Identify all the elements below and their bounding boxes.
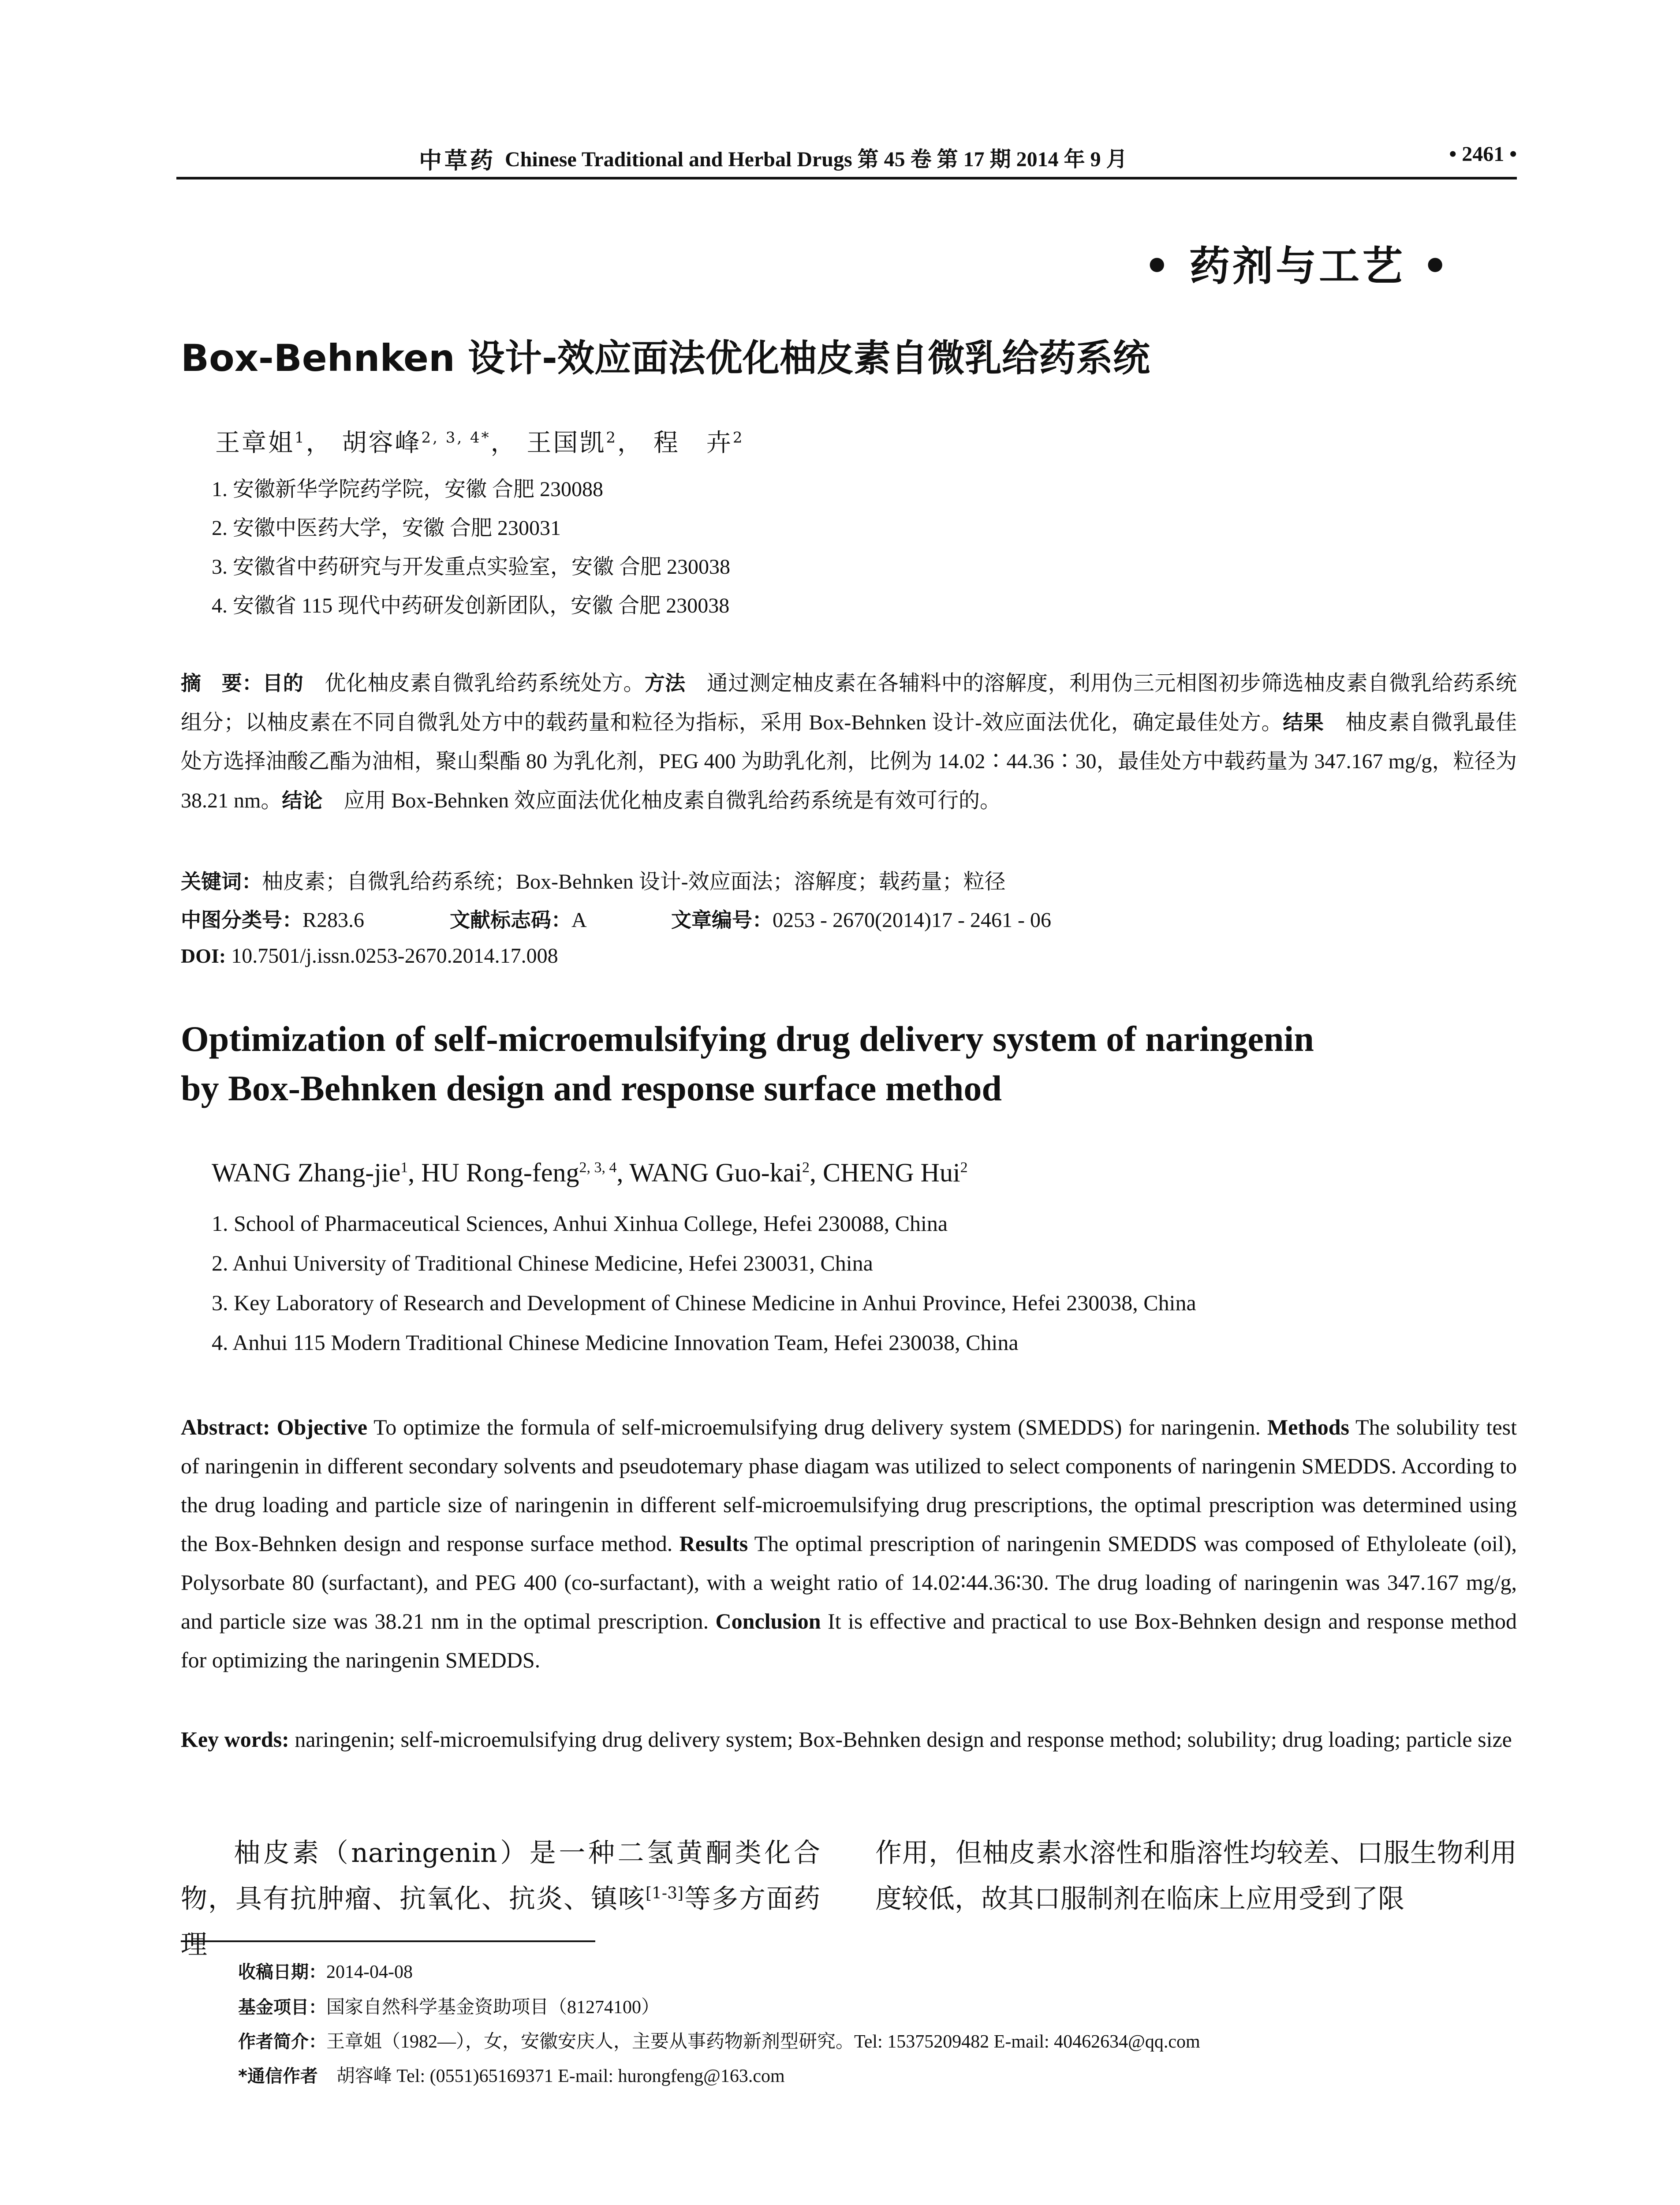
en-keywords — [181, 1720, 1517, 1759]
footnote-label: 作者简介： — [238, 2032, 326, 2052]
objective-label: 目的 — [262, 671, 304, 695]
footnote-author — [238, 2027, 1200, 2053]
conclusion-text: It is effective and practical to use Box-Behnken design and response method for optimizing the naringenin SMEDDS. — [181, 1609, 1517, 1672]
doi-line — [181, 944, 558, 968]
objective-text: 优化柚皮素自微乳给药系统处方。 — [303, 672, 645, 695]
cn-authors: 王章姐$^1$， 胡容峰$^{2, 3, 4*}$， 王国凯$^2$， 程 卉$^2$ — [215, 429, 744, 457]
results-label: 结果 — [1283, 710, 1324, 734]
doi-link[interactable]: 10.7501/j.issn.0253-2670.2014.17.008 — [226, 944, 558, 968]
footnote-corresponding — [238, 2061, 785, 2088]
author-affil-sup: 2 — [960, 1159, 968, 1176]
author-name: WANG Zhang-jie — [212, 1158, 401, 1187]
abstract-label: Abstract: Objective — [181, 1415, 368, 1439]
footnote-text: 王章姐（1982—），女，安徽安庆人，主要从事药物新剂型研究。Tel: 15375209482 E-mail: 40462634@qq.com — [326, 2032, 1200, 2052]
footnote-label: *通信作者 — [238, 2066, 318, 2086]
objective-text: To optimize the formula of self-microemulsifying drug delivery system (SMEDDS) for naringenin. — [367, 1415, 1267, 1439]
article-number-value: 0253 - 2670(2014)17 - 2461 - 06 — [773, 908, 1051, 932]
results-text: 柚皮素自微乳最佳处方选择油酸乙酯为油相，聚山梨酯 80 为乳化剂，PEG 400 为助乳化剂，比例为 14.02∶44.36∶30，最佳处方中载药量为 347.167 mg/g，粒径为 38.21 nm。 — [181, 711, 1517, 812]
cn-keywords — [181, 864, 1006, 895]
header-rule — [176, 177, 1517, 179]
journal-info: Chinese Traditional and Herbal Drugs 第 45 卷 第 17 期 2014 年 9 月 — [505, 148, 1127, 171]
doc-code-label: 文献标志码： — [450, 908, 572, 932]
footnote-text: 2014-04-08 — [326, 1962, 413, 1982]
en-affiliation: 1. School of Pharmaceutical Sciences, Anhui Xinhua College, Hefei 230088, China — [212, 1211, 948, 1236]
cn-affiliation: 1. 安徽新华学院药学院，安徽 合肥 230088 — [212, 478, 604, 501]
author-affil-sup: 1 — [400, 1159, 408, 1176]
en-title-line: Optimization of self-microemulsifying drug delivery system of naringenin — [181, 1019, 1314, 1059]
cn-affiliation: 3. 安徽省中药研究与开发重点实验室，安徽 合肥 230038 — [212, 555, 731, 579]
conclusion-label: 结论 — [282, 789, 323, 812]
cn-affiliation: 2. 安徽中医药大学，安徽 合肥 230031 — [212, 516, 561, 540]
conclusion-text: 应用 Box-Behnken 效应面法优化柚皮素自微乳给药系统是有效可行的。 — [322, 789, 1001, 812]
en-title — [181, 1014, 1521, 1113]
methods-text: 通过测定柚皮素在各辅料中的溶解度，利用伪三元相图初步筛选柚皮素自微乳给药系统组分；以柚皮素在不同自微乳处方中的载药量和粒径为指标，采用 Box-Behnken 设计-效应面法优化，确定最佳处方。 — [181, 672, 1517, 734]
conclusion-label: Conclusion — [715, 1609, 821, 1633]
running-header — [176, 142, 1517, 177]
results-label: Results — [679, 1531, 748, 1556]
keywords-text: naringenin; self-microemulsifying drug delivery system; Box-Behnken design and response method; solubility; drug loading; particle size — [289, 1727, 1512, 1752]
author-affil-sup: 2 — [606, 429, 618, 447]
footnote-received — [238, 1958, 413, 1983]
body-column-right — [875, 1830, 1517, 1922]
en-affiliation: 2. Anhui University of Traditional Chinese Medicine, Hefei 230031, China — [212, 1251, 873, 1275]
footnote-label: 基金项目： — [238, 1997, 326, 2018]
author-affil-sup: 1 — [295, 429, 306, 447]
en-title-line: by Box-Behnken design and response surface method — [181, 1068, 1002, 1108]
keywords-label: Key words: — [181, 1727, 289, 1752]
doc-code-value: A — [571, 908, 586, 932]
en-authors — [212, 1158, 968, 1188]
body-text: 等多方面药理 — [181, 1884, 821, 1960]
abstract-label: 摘 要： — [181, 671, 263, 695]
clc-label: 中图分类号： — [181, 908, 302, 932]
results-text: The optimal prescription of naringenin SMEDDS was composed of Ethyloleate (oil), Polysorbate 80 (surfactant), and PEG 400 (co-surfactant), with a weight ratio of 14.02∶44.36∶30. The drug loading of naringenin was 347.167 mg/g, and particle size was 38.21 nm in the optimal prescription. — [181, 1531, 1517, 1633]
citation-ref[interactable]: [1-3] — [645, 1884, 684, 1902]
en-affiliation: 4. Anhui 115 Modern Traditional Chinese Medicine Innovation Team, Hefei 230038, China — [212, 1330, 1019, 1355]
author-name: , HU Rong-feng — [408, 1158, 579, 1187]
clc-value: R283.6 — [302, 908, 365, 932]
author-name: , WANG Guo-kai — [616, 1158, 802, 1187]
author-name: , CHENG Hui — [809, 1158, 960, 1187]
author-name: 胡容峰 — [342, 429, 422, 457]
methods-label: 方法 — [644, 671, 686, 695]
footnote-label: 收稿日期： — [238, 1962, 326, 1982]
cn-affiliation: 4. 安徽省 115 现代中药研发创新团队，安徽 合肥 230038 — [212, 594, 730, 617]
author-affil-sup: 2 — [732, 429, 744, 447]
methods-text: The solubility test of naringenin in different secondary solvents and pseudotemary phase diagam was utilized to select components of naringenin SMEDDS. According to the drug loading and particle size of naringenin in different self-microemulsifying drug prescriptions, the optimal prescription was determined using the Box-Behnken design and response surface method. — [181, 1415, 1517, 1556]
footnote-fund — [238, 1992, 660, 2019]
methods-label: Methods — [1267, 1415, 1349, 1439]
body-text: 柚皮素（naringenin）是一种二氢黄酮类化合物，具有抗肿瘤、抗氧化、抗炎、镇咳 — [181, 1838, 820, 1914]
article-number-label: 文章编号： — [671, 908, 773, 932]
body-text: 作用，但柚皮素水溶性和脂溶性均较差、口服生物利用度较低，故其口服制剂在临床上应用受到了限 — [875, 1838, 1517, 1914]
author-name: 王国凯 — [526, 429, 606, 457]
page-number: • 2461 • — [1449, 142, 1517, 166]
author-name: 程 卉 — [653, 429, 733, 457]
cn-classification — [181, 904, 1051, 933]
body-column-left — [181, 1830, 820, 1968]
author-affil-sup: 2, 3, 4 — [579, 1159, 617, 1176]
footnote-text: 国家自然科学基金资助项目（81274100） — [326, 1997, 660, 2018]
cn-abstract — [181, 664, 1517, 820]
en-abstract — [181, 1408, 1517, 1679]
keywords-text: 柚皮素；自微乳给药系统；Box-Behnken 设计-效应面法；溶解度；载药量；粒径 — [262, 870, 1006, 893]
footnote-text: 胡容峰 Tel: (0551)65169371 E-mail: hurongfeng@163.com — [317, 2066, 785, 2086]
keywords-label: 关键词： — [181, 870, 262, 893]
author-affil-sup: 2, 3, 4* — [421, 429, 491, 447]
author-name: 王章姐 — [215, 429, 295, 457]
column-tag: • 药剂与工艺 • — [1144, 243, 1451, 290]
cn-title: Box-Behnken 设计-效应面法优化柚皮素自微乳给药系统 — [181, 336, 1150, 380]
en-affiliation: 3. Key Laboratory of Research and Development of Chinese Medicine in Anhui Province, Hefei 230038, China — [212, 1290, 1196, 1315]
footnote-rule — [181, 1940, 595, 1942]
journal-logo: 中草药 — [419, 148, 496, 174]
doi-label: DOI: — [181, 945, 226, 967]
author-affil-sup: 2 — [802, 1159, 810, 1176]
